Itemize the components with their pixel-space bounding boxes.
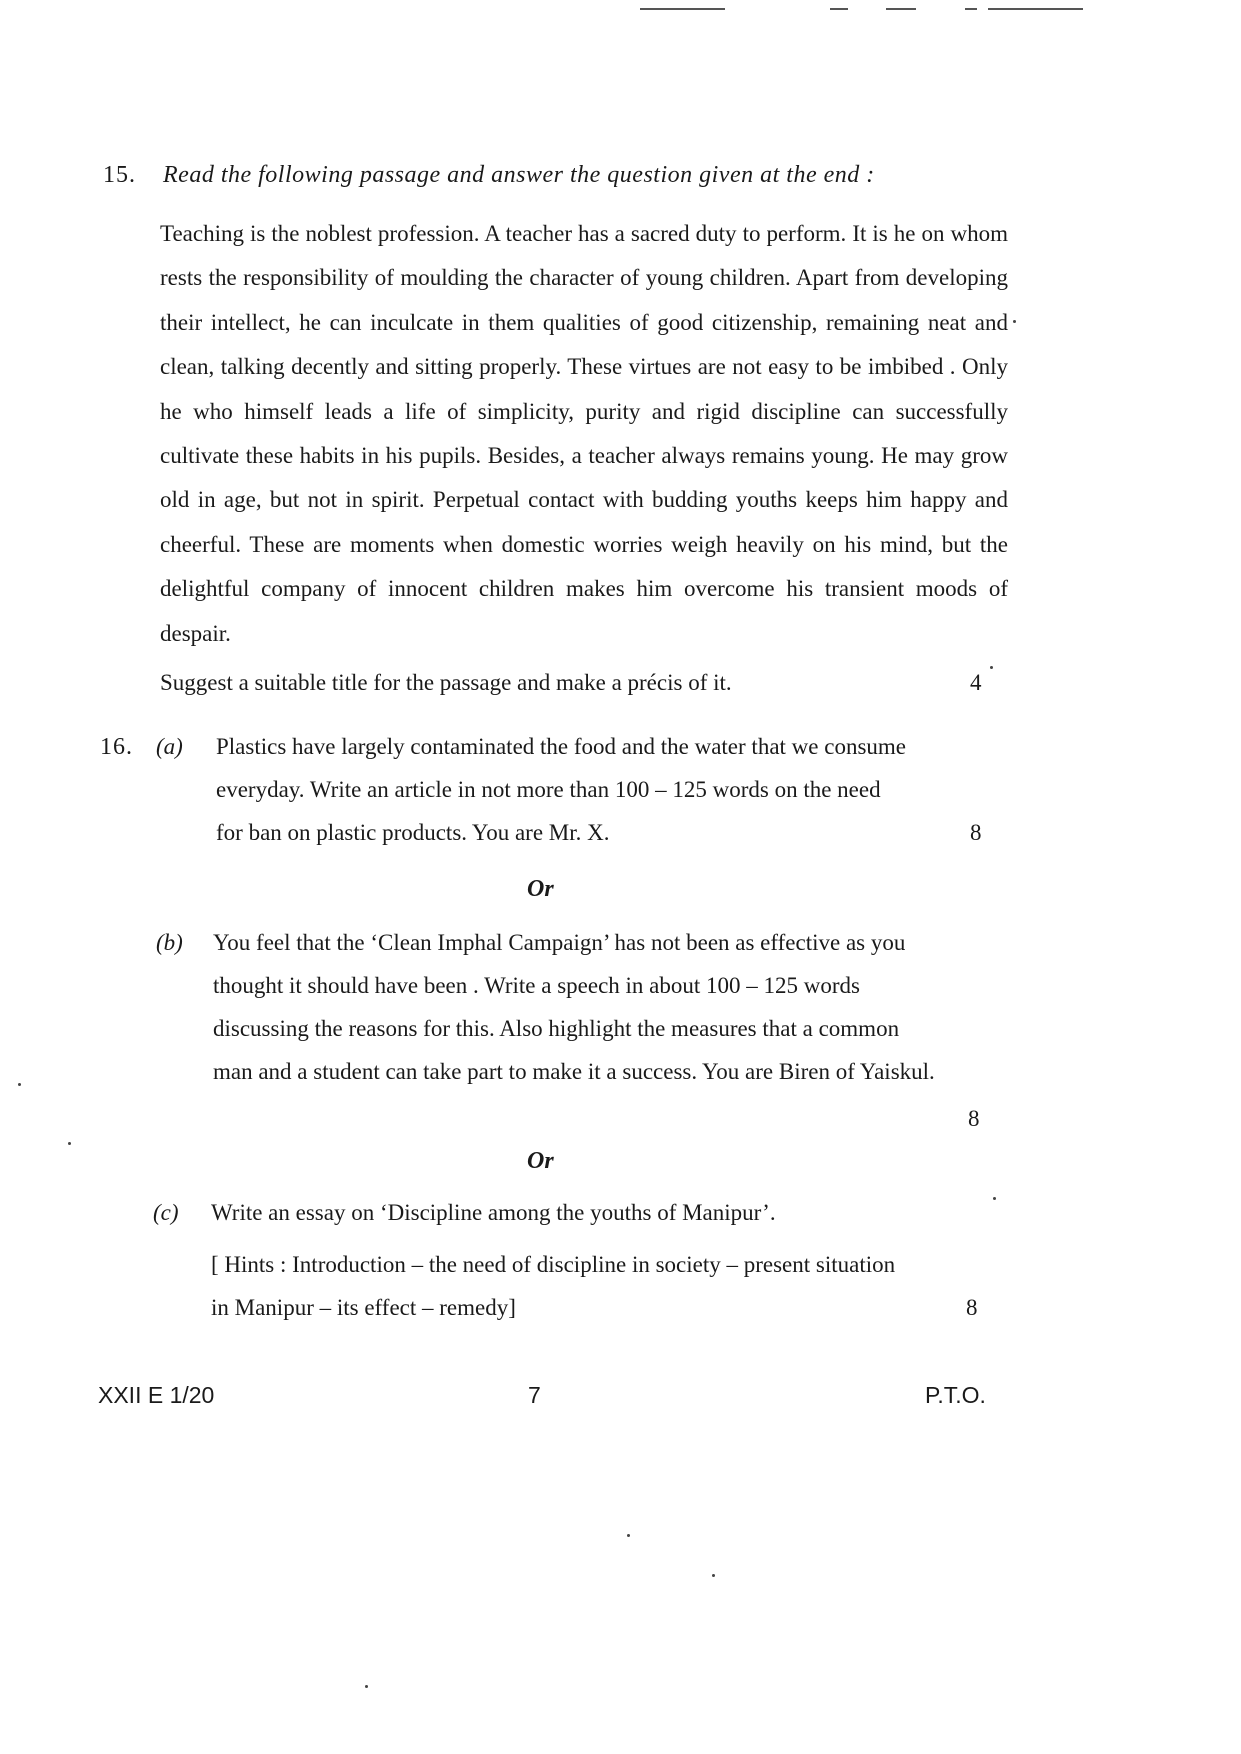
option-a-line: everyday. Write an article in not more than 100 – 125 words on the need [216,777,881,802]
scan-edge-line [886,8,916,10]
scan-speck [18,1083,21,1086]
please-turn-over: P.T.O. [925,1382,986,1408]
reading-passage: Teaching is the noblest profession. A teacher has a sacred duty to perform. It is he on whom rests the responsibility of moulding the character of young children. Apart from developing their intellect, he can inculcate in them qualities of good citizenship, remaining neat and clean, talking decently and sitting properly. These virtues are not easy to be imbibed . Only he who himself leads a life of simplicity, purity and rigid discipline can successfully cultivate these habits in his pupils. Besides, a teacher always remains young. He may grow old in age, but not in spirit. Perpetual contact with budding youths keeps him happy and cheerful. These are moments when domestic worries weigh heavily on his mind, but the delightful company of innocent children makes him overcome his transient moods of despair. [160,221,1008,646]
scan-speck [68,1142,71,1145]
marks: 8 [966,1295,978,1320]
scan-edge-line [965,8,977,10]
scan-edge-line [830,8,848,10]
option-a-line: for ban on plastic products. You are Mr. X. [216,820,610,845]
option-b-line: You feel that the ‘Clean Imphal Campaign’ has not been as effective as you [213,930,906,955]
option-label: (c) [153,1200,179,1225]
page-number: 7 [528,1382,541,1408]
question-task: Suggest a suitable title for the passage and make a précis of it. [160,670,732,695]
scan-speck [712,1574,715,1577]
marks: 4 [970,670,982,695]
option-b-line: thought it should have been . Write a speech in about 100 – 125 words [213,973,860,998]
option-b-line: man and a student can take part to make it a success. You are Biren of Yaiskul. [213,1059,935,1084]
option-a-line: Plastics have largely contaminated the food and the water that we consume [216,734,906,759]
option-c-line: Write an essay on ‘Discipline among the youths of Manipur’. [211,1200,776,1225]
or-separator: Or [527,1148,554,1174]
or-separator: Or [527,876,554,902]
marks: 8 [968,1106,980,1131]
question-number: 16. [100,734,133,760]
option-label: (b) [156,930,183,955]
question-instruction: Read the following passage and answer the question given at the end : [163,162,875,188]
scan-speck [365,1685,368,1688]
scan-speck [990,666,993,669]
question-number: 15. [103,162,136,188]
option-c-line: [ Hints : Introduction – the need of discipline in society – present situation [211,1252,896,1277]
scan-edge-line [640,8,725,10]
option-label: (a) [156,734,183,759]
scan-speck [1013,320,1016,323]
scan-speck [627,1534,630,1537]
option-c-line: in Manipur – its effect – remedy] [211,1295,516,1320]
paper-code: XXII E 1/20 [98,1382,215,1408]
scan-edge-line [988,8,1083,10]
option-b-line: discussing the reasons for this. Also highlight the measures that a common [213,1016,900,1041]
marks: 8 [970,820,982,845]
scan-speck [993,1197,996,1200]
